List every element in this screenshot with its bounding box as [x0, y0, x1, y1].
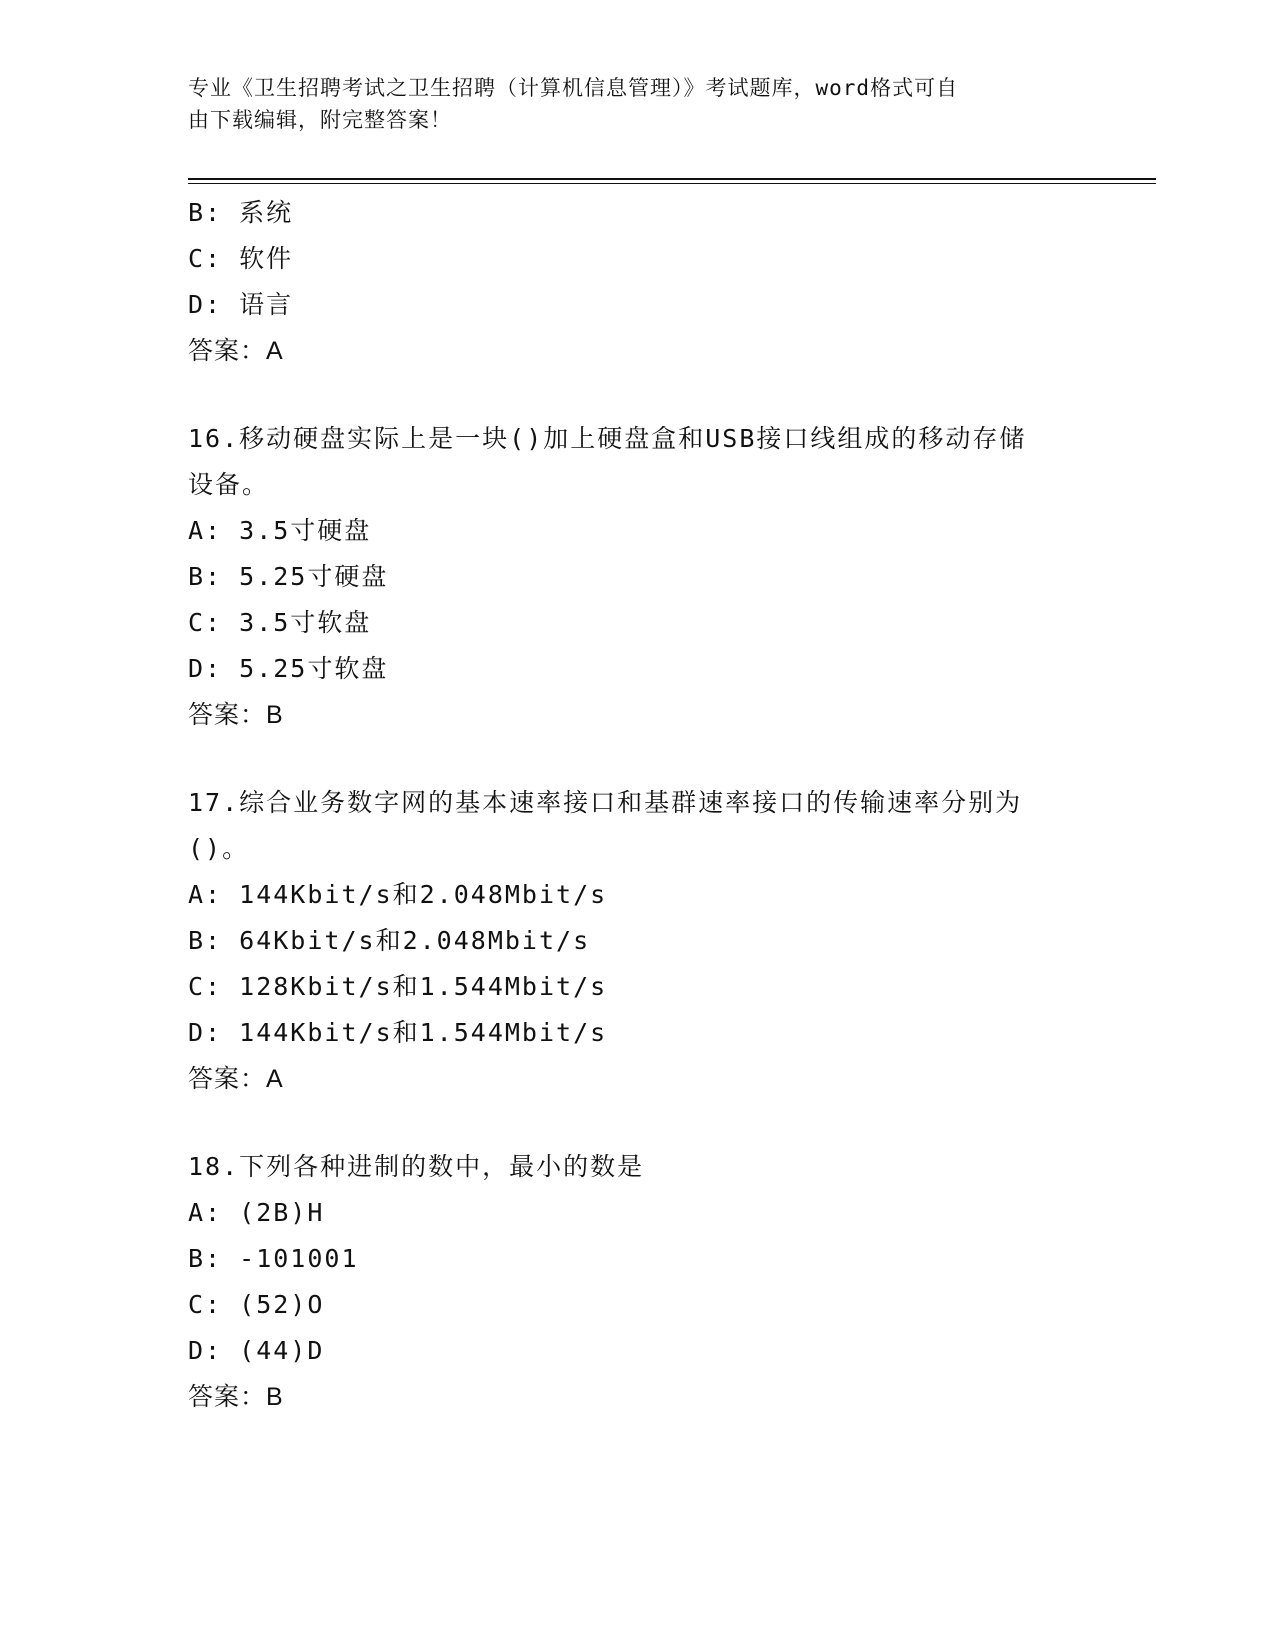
header-divider-thin [188, 183, 1156, 184]
option-c: C: 软件 [188, 244, 294, 273]
question-stem: 17.综合业务数字网的基本速率接口和基群速率接口的传输速率分别为 [188, 788, 1023, 817]
header-line-1: 专业《卫生招聘考试之卫生招聘（计算机信息管理）》考试题库，word格式可自 [188, 76, 959, 100]
option-c: C: 128Kbit/s和1.544Mbit/s [188, 972, 608, 1001]
option-b: B: 系统 [188, 198, 294, 227]
header-line-2: 由下载编辑，附完整答案！ [188, 108, 452, 132]
prev-question [188, 190, 1088, 374]
question-stem: 18.下列各种进制的数中，最小的数是 [188, 1152, 645, 1181]
option-d: D: 5.25寸软盘 [188, 654, 389, 683]
answer: 答案：A [188, 337, 284, 365]
option-a: A: (2B)H [188, 1198, 325, 1227]
answer: 答案：B [188, 1383, 284, 1411]
question-18 [188, 1144, 1088, 1420]
option-d: D: 语言 [188, 290, 294, 319]
answer: 答案：B [188, 701, 284, 729]
question-stem: 16.移动硬盘实际上是一块()加上硬盘盒和USB接口线组成的移动存储 [188, 424, 1027, 453]
option-d: D: 144Kbit/s和1.544Mbit/s [188, 1018, 608, 1047]
question-stem-cont: 设备。 [188, 470, 270, 499]
question-16 [188, 416, 1088, 738]
question-stem-cont: ()。 [188, 834, 250, 863]
option-a: A: 144Kbit/s和2.048Mbit/s [188, 880, 608, 909]
question-list [188, 190, 1088, 1420]
document-header [188, 72, 1068, 136]
option-c: C: 3.5寸软盘 [188, 608, 372, 637]
answer: 答案：A [188, 1065, 284, 1093]
option-b: B: 64Kbit/s和2.048Mbit/s [188, 926, 591, 955]
option-c: C: (52)O [188, 1290, 325, 1319]
question-17 [188, 780, 1088, 1102]
option-d: D: (44)D [188, 1336, 325, 1365]
option-a: A: 3.5寸硬盘 [188, 516, 372, 545]
header-divider [188, 178, 1156, 180]
option-b: B: 5.25寸硬盘 [188, 562, 389, 591]
option-b: B: -101001 [188, 1244, 359, 1273]
